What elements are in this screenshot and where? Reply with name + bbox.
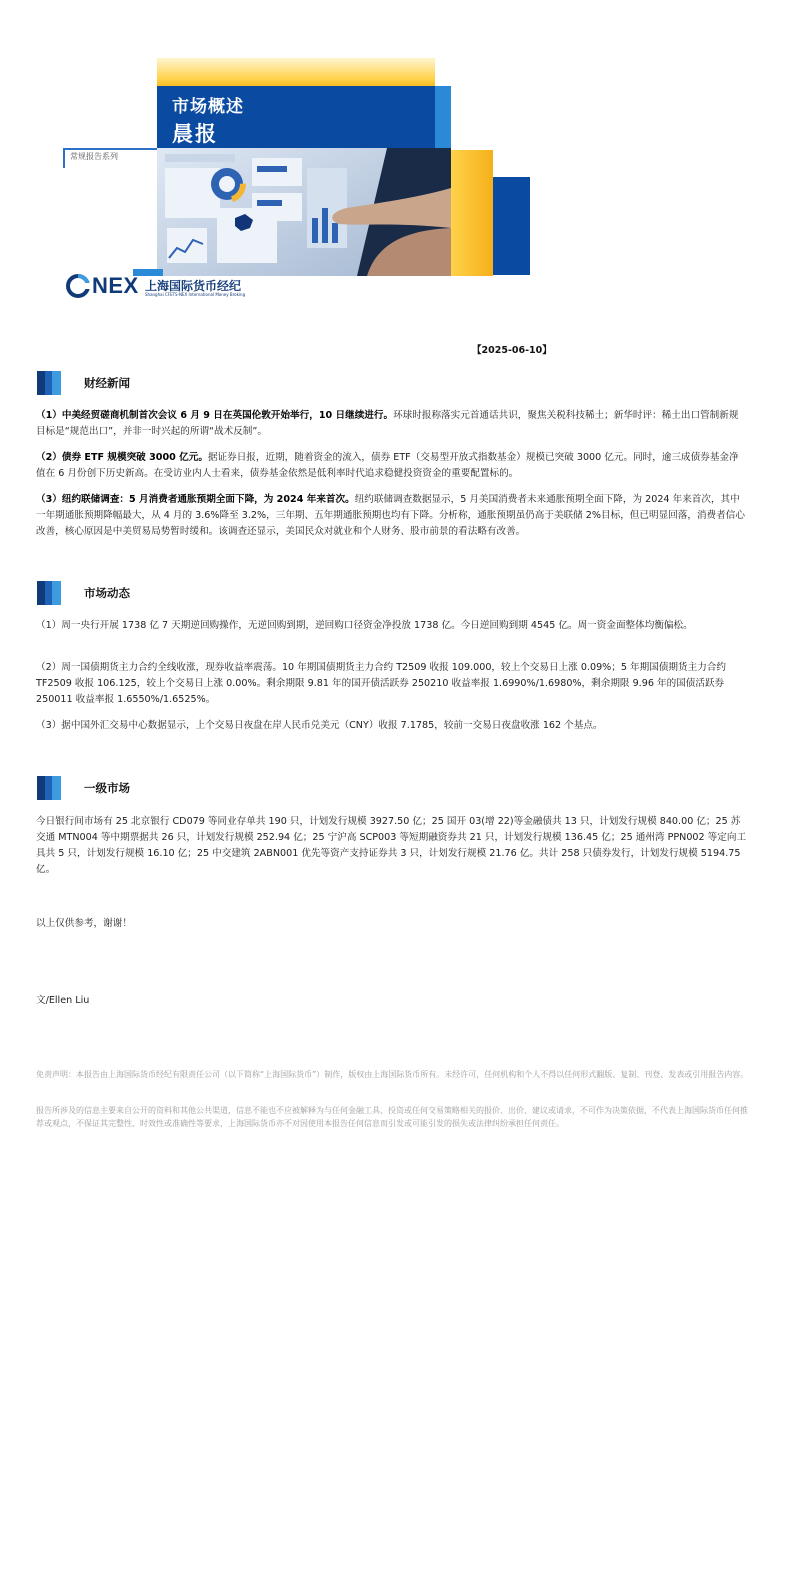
header-yellow-band [157, 58, 435, 88]
section-title-primary-market: 一级市场 [84, 781, 130, 795]
closing-note: 以上仅供参考，谢谢！ [36, 918, 132, 929]
logo-chinese-name: 上海国际货币经纪 [145, 279, 242, 293]
section-title-market-dynamics: 市场动态 [84, 586, 130, 600]
header-blue-block [493, 177, 530, 275]
section-icon [37, 371, 63, 395]
series-label: 常规报告系列 [70, 152, 118, 161]
disclaimer-paragraph: 免责声明：本报告由上海国际货币经纪有限责任公司（以下简称“上海国际货币”）制作，版权由上海国际货币所有。未经许可，任何机构和个人不得以任何形式翻版、复制、刊登、发表或引用报告内容。 [36, 1070, 749, 1079]
market-text: （3）据中国外汇交易中心数据显示，上个交易日夜盘在岸人民币兑美元（CNY）收报 7.1785，较前一交易日夜盘收涨 162 个基点。 [36, 720, 603, 731]
market-item [36, 660, 748, 708]
market-item [36, 718, 748, 734]
news-headline: （3）纽约联储调查：5 月消费者通胀预期全面下降，为 2024 年来首次。 [36, 494, 355, 505]
header-yellow-block [451, 150, 493, 276]
title-accent-bar [435, 86, 451, 148]
author-line: 文/Ellen Liu [36, 995, 90, 1006]
section-title-finance-news: 财经新闻 [84, 376, 130, 390]
report-title-big: 晨报 [172, 122, 218, 146]
disclaimer-paragraph: 报告所涉及的信息主要来自公开的资料和其他公共渠道，信息不能也不应被解释为与任何金融工具、投资或任何交易策略相关的报价、出价、建议或请求，不可作为决策依据，不代表上海国际货币任何推荐或观点，不保证其完整性、时效性或准确性等要求，上海国际货币亦不对因使用本报告任何信息而引发或可能引发的损失或法律纠纷承担任何责任。 [36, 1106, 748, 1128]
news-body: 纽约联储调查数据显示，5 月美国消费者未来通胀预期全面下降，为 2024 年来首次，其中一年期通胀预期降幅最大，从 4 月的 3.6%降至 3.2%，三年期、五年期通胀预期也均有下降。分析称，通胀预期虽仍高于美联储 2%目标，但已明显回落，消费者信心改善，核心原因是中美贸易局势暂时缓和。该调查还显示，美国民众对就业和个人财务、股市前景的看法略有改善。 [36, 494, 745, 537]
report-title-small: 市场概述 [172, 97, 244, 117]
logo-brand-text: NEX [92, 273, 139, 298]
news-item [36, 450, 748, 482]
news-item [36, 492, 748, 540]
tablet-dashboard-image [157, 148, 451, 276]
market-text: （2）周一国债期货主力合约全线收涨，现券收益率震荡。10 年期国债期货主力合约 T2509 收报 109.000，较上个交易日上涨 0.09%；5 年期国债期货主力合约 TF2509 收报 106.125，较上个交易日上涨 0.00%。剩余期限 9.81 年的国开债活跃券 250210 收益率报 1.6990%/1.6980%，剩余期限 9.96 年的国债活跃券 250011 收益率报 1.6550%/1.6525%。 [36, 662, 726, 705]
section-icon [37, 581, 63, 605]
news-headline: （1）中美经贸磋商机制首次会议 6 月 9 日在英国伦敦开始举行，10 日继续进行。 [36, 410, 394, 421]
news-headline: （2）债券 ETF 规模突破 3000 亿元。 [36, 452, 208, 463]
report-date: 【2025-06-10】 [472, 345, 552, 356]
nex-logo-icon [66, 274, 92, 298]
primary-market-item [36, 814, 748, 878]
primary-market-text: 今日银行间市场有 25 北京银行 CD079 等同业存单共 190 只，计划发行规模 3927.50 亿；25 国开 03(增 22)等金融债共 13 只，计划发行规模 840.00 亿；25 苏交通 MTN004 等中期票据共 26 只，计划发行规模 252.94 亿；25 宁沪高 SCP003 等短期融资券共 21 只，计划发行规模 136.45 亿；25 通州湾 PPN002 等定向工具共 5 只，计划发行规模 16.10 亿；25 中交建筑 2ABN001 优先等资产支持证券共 3 只，计划发行规模 21.76 亿。共计 258 只债券发行，计划发行规模 5194.75 亿。 [36, 816, 747, 875]
news-item [36, 408, 748, 440]
header-photo [157, 148, 451, 276]
news-body: 环球时报称落实元首通话共识，聚焦关税科技稀土；新华时评：稀土出口管制新规目标是“规范出口”，并非一时兴起的所谓“战术反制”。 [36, 410, 739, 437]
logo-english-name: Shanghai CFETS-NEX International Money Broking [145, 292, 246, 297]
market-text: （1）周一央行开展 1738 亿 7 天期逆回购操作，无逆回购到期，逆回购口径资金净投放 1738 亿。今日逆回购到期 4545 亿。周一资金面整体均衡偏松。 [36, 620, 693, 631]
news-body: 据证券日报，近期，随着资金的流入，债券 ETF（交易型开放式指数基金）规模已突破 3000 亿元。同时，逾三成债券基金净值在 6 月份创下历史新高。在受访业内人士看来，债券基金依然是低利率时代追求稳健投资资金的重要配置标的。 [36, 452, 739, 479]
market-item [36, 618, 748, 634]
section-icon [37, 776, 63, 800]
